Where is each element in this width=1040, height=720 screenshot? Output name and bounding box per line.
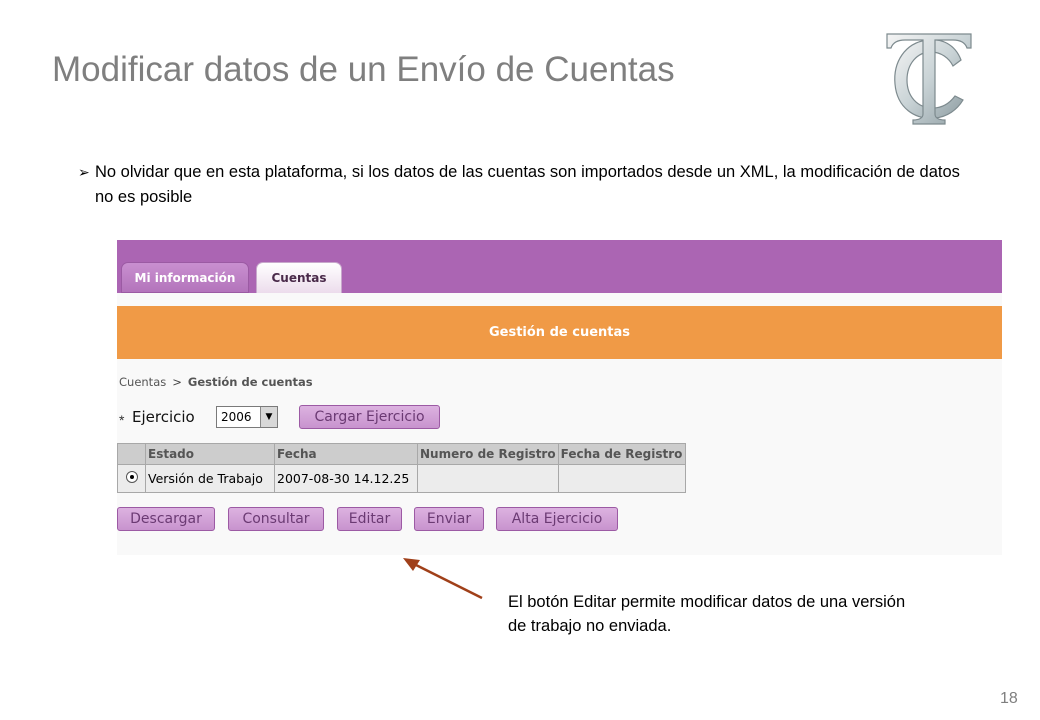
editar-button[interactable]: Editar (337, 507, 402, 531)
consultar-button[interactable]: Consultar (228, 507, 324, 531)
descargar-button[interactable]: Descargar (117, 507, 215, 531)
page-number: 18 (1000, 690, 1018, 707)
table-header-row (118, 444, 686, 465)
header-estado: Estado (146, 444, 275, 465)
cell-fecha-registro (558, 465, 685, 493)
table-row[interactable] (118, 465, 686, 493)
ejercicio-select[interactable] (216, 406, 278, 428)
chevron-down-icon[interactable]: ▼ (260, 407, 277, 427)
tc-logo (883, 30, 975, 128)
cargar-ejercicio-button[interactable]: Cargar Ejercicio (299, 405, 440, 429)
row-radio-button[interactable] (126, 471, 138, 483)
ejercicio-value: 2006 (221, 410, 252, 424)
cell-numero-registro (418, 465, 559, 493)
alta-ejercicio-button[interactable]: Alta Ejercicio (496, 507, 618, 531)
header-numero-registro: Numero de Registro (418, 444, 559, 465)
enviar-button[interactable]: Enviar (414, 507, 484, 531)
ejercicio-label: Ejercicio (132, 408, 195, 426)
tab-mi-informacion[interactable]: Mi información (121, 262, 249, 293)
cell-fecha: 2007-08-30 14.12.25 (275, 465, 418, 493)
breadcrumb-separator: > (172, 375, 182, 389)
row-select-cell (118, 465, 146, 493)
note-bullet (78, 160, 968, 210)
breadcrumb-current: Gestión de cuentas (187, 375, 313, 389)
header-select (118, 444, 146, 465)
breadcrumb (119, 375, 313, 389)
header-fecha: Fecha (275, 444, 418, 465)
required-mark: * (119, 412, 125, 428)
tab-cuentas[interactable]: Cuentas (256, 262, 342, 293)
header-fecha-registro: Fecha de Registro (558, 444, 685, 465)
top-nav-bar (117, 240, 1002, 293)
breadcrumb-root[interactable]: Cuentas (119, 375, 167, 389)
cell-estado: Versión de Trabajo (146, 465, 275, 493)
section-banner: Gestión de cuentas (117, 306, 1002, 359)
versions-table (117, 443, 686, 493)
app-screenshot (117, 240, 1002, 555)
callout-text: El botón Editar permite modificar datos de una versión de trabajo no enviada. (508, 593, 906, 635)
slide-title: Modificar datos de un Envío de Cuentas (52, 50, 675, 89)
note-text: No olvidar que en esta plataforma, si los datos de las cuentas son importados desde un XML, la modificación de datos no es posible (95, 163, 960, 206)
bullet-arrow-icon: ➢ (78, 164, 90, 180)
